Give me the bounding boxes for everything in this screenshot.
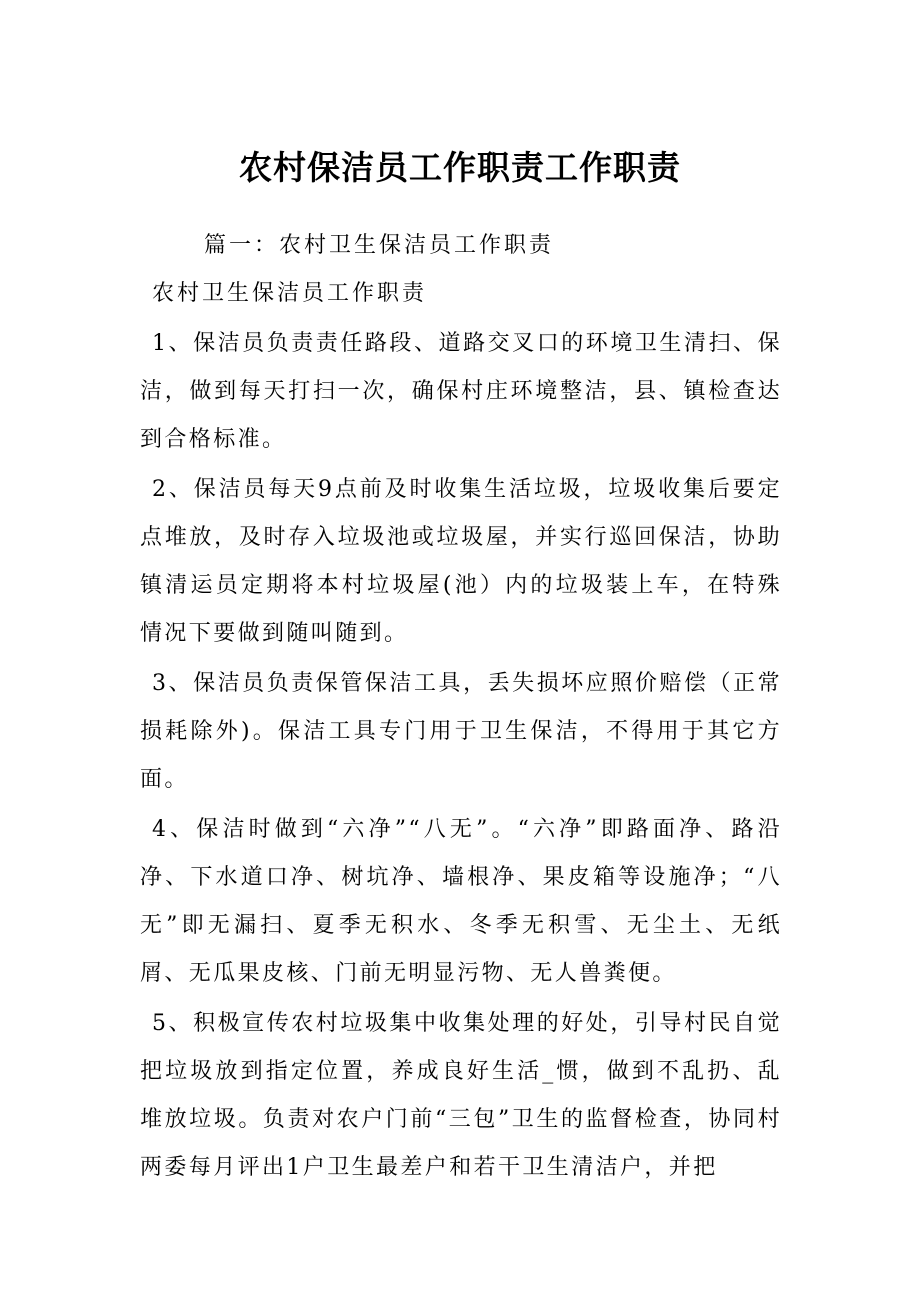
duty-clause-2: 2、保洁员每天9点前及时收集生活垃圾，垃圾收集后要定点堆放，及时存入垃圾池或垃圾屋，并实行巡回保洁，协助镇清运员定期将本村垃圾屋(池）内的垃圾装上车，在特殊情况下要做到随叫随到。 bbox=[140, 477, 782, 646]
duty-clause-5: 5、积极宣传农村垃圾集中收集处理的好处，引导村民自觉把垃圾放到指定位置，养成良好生活_惯，做到不乱扔、乱堆放垃圾。负责对农户门前“三包”卫生的监督检查，协同村两委每月评出1户卫生最差户和若干卫生清洁户，并把 bbox=[140, 1011, 782, 1180]
duty-clause-3: 3、保洁员负责保管保洁工具，丢失损坏应照价赔偿（正常损耗除外)。保洁工具专门用于卫生保洁，不得用于其它方面。 bbox=[140, 671, 782, 792]
document-title: 农村保洁员工作职责工作职责 bbox=[239, 148, 681, 187]
chapter-heading: 篇一：农村卫生保洁员工作职责 bbox=[204, 233, 555, 258]
section-heading: 农村卫生保洁员工作职责 bbox=[152, 281, 428, 306]
duty-list bbox=[140, 320, 782, 1194]
duty-clause-1: 1、保洁员负责责任路段、道路交叉口的环境卫生清扫、保洁，做到每天打扫一次，确保村庄环境整洁，县、镇检查达到合格标准。 bbox=[140, 331, 782, 452]
duty-clause-4: 4、保洁时做到“六净”“八无”。“六净”即路面净、路沿净、下水道口净、树坑净、墙根净、果皮箱等设施净；“八无”即无漏扫、夏季无积水、冬季无积雪、无尘土、无纸屑、无瓜果皮核、门前无明显污物、无人兽粪便。 bbox=[140, 817, 782, 986]
